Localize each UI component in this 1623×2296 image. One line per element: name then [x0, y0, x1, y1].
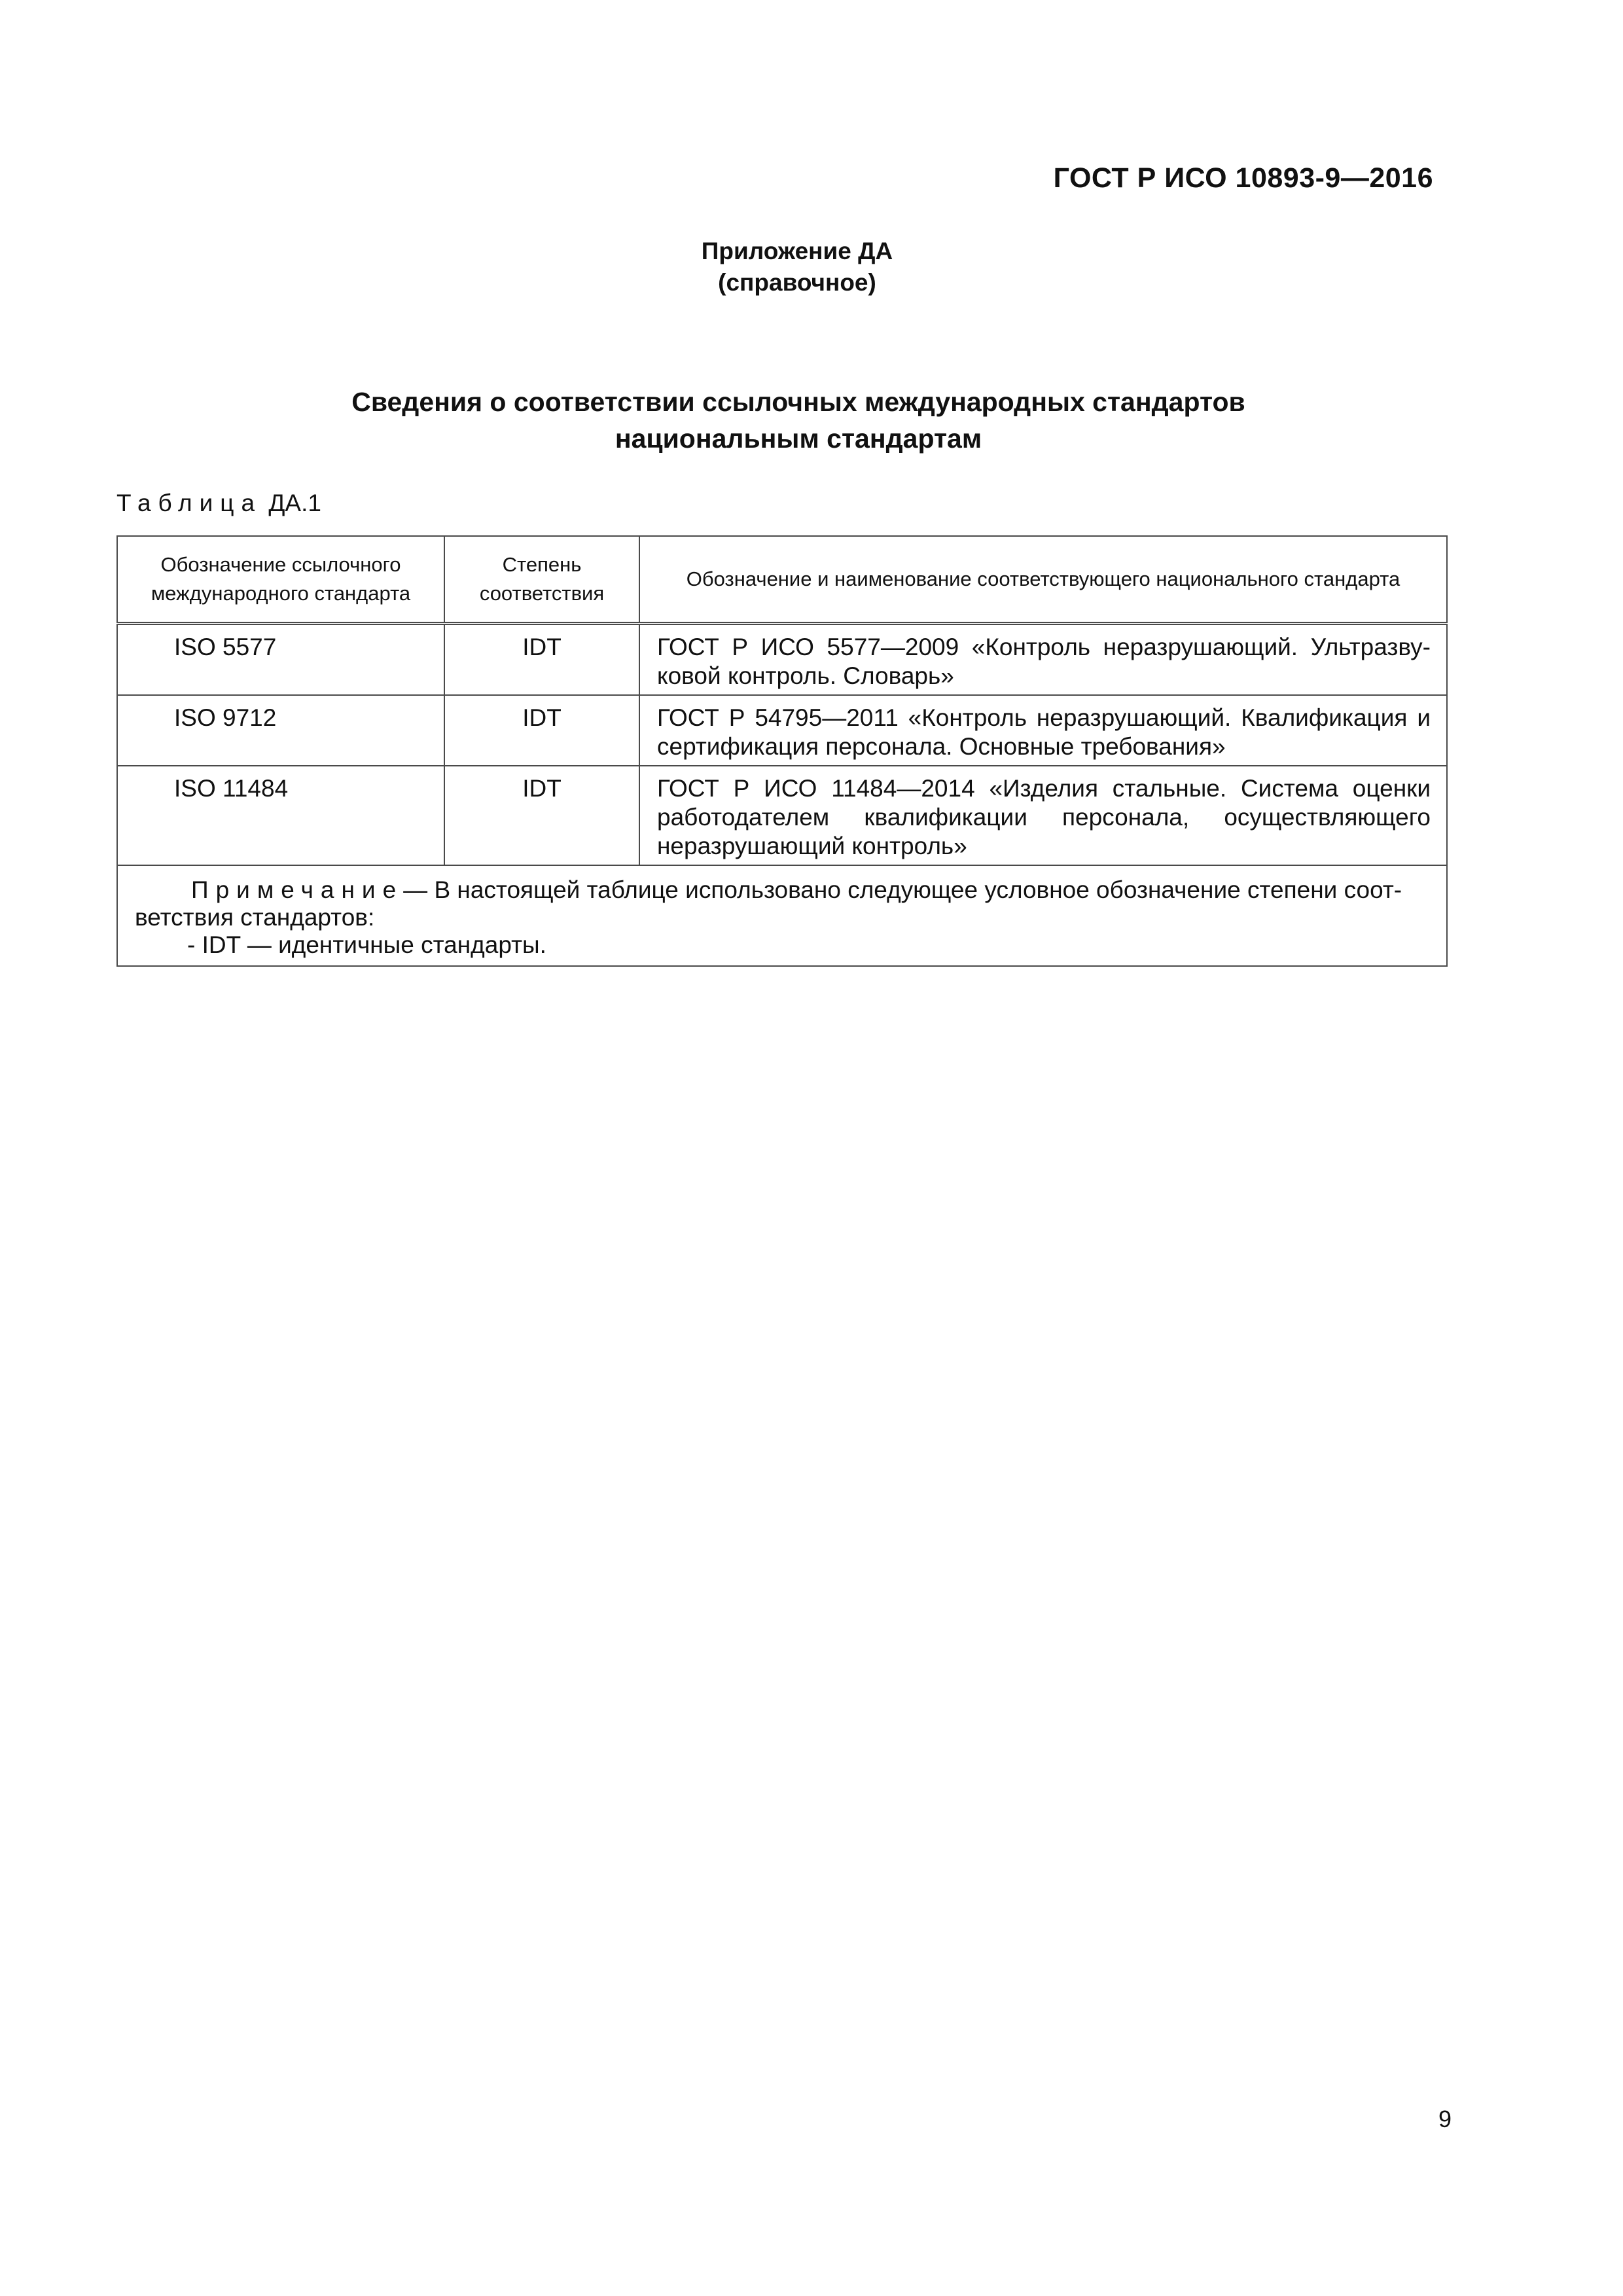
annex-title [0, 236, 1609, 298]
table-caption [116, 490, 321, 517]
column-header-international: Обозначение ссылочного международного стандарта [117, 536, 444, 624]
cell-degree: IDT [444, 766, 639, 865]
document-code: ГОСТ Р ИСО 10893-9—2016 [1053, 162, 1433, 194]
cell-international: ISO 5577 [117, 624, 444, 696]
column-header-degree: Степень соответствия [444, 536, 639, 624]
table-row [117, 766, 1447, 865]
section-heading [0, 384, 1610, 457]
cell-degree: IDT [444, 695, 639, 766]
heading-line-2: национальным стандартам [615, 423, 982, 454]
cell-national: ГОСТ Р ИСО 11484—2014 «Изделия стальные. Система оценки работодателем квалификации персонала, осуществляющего неразрушающий контроль» [639, 766, 1447, 865]
table-caption-number: ДА.1 [268, 490, 321, 516]
table-header-row [117, 536, 1447, 624]
page-number: 9 [1438, 2106, 1452, 2132]
cell-international: ISO 11484 [117, 766, 444, 865]
cell-national: ГОСТ Р 54795—2011 «Контроль неразрушающий. Квалификация и сертификация персонала. Основные требования» [639, 695, 1447, 766]
table-note [117, 865, 1447, 966]
table-row [117, 624, 1447, 696]
note-label: Примечание [191, 876, 404, 903]
note-text: — В настоящей таблице использовано следующее условное обозначение степени соот-ветствия стандартов: [135, 876, 1402, 931]
table-caption-prefix: Таблица [116, 490, 262, 516]
standards-correspondence-table [116, 535, 1448, 967]
annex-label: Приложение ДА [701, 238, 893, 264]
column-header-national: Обозначение и наименование соответствующего национального стандарта [639, 536, 1447, 624]
table-note-row [117, 865, 1447, 966]
annex-status: (справочное) [718, 269, 876, 296]
heading-line-1: Сведения о соответствии ссылочных международных стандартов [351, 387, 1245, 417]
cell-international: ISO 9712 [117, 695, 444, 766]
table-row [117, 695, 1447, 766]
note-item: - IDT — идентичные стандарты. [187, 931, 546, 958]
cell-national: ГОСТ Р ИСО 5577—2009 «Контроль неразрушающий. Ультразву-ковой контроль. Словарь» [639, 624, 1447, 696]
note-indent [135, 876, 191, 903]
cell-degree: IDT [444, 624, 639, 696]
